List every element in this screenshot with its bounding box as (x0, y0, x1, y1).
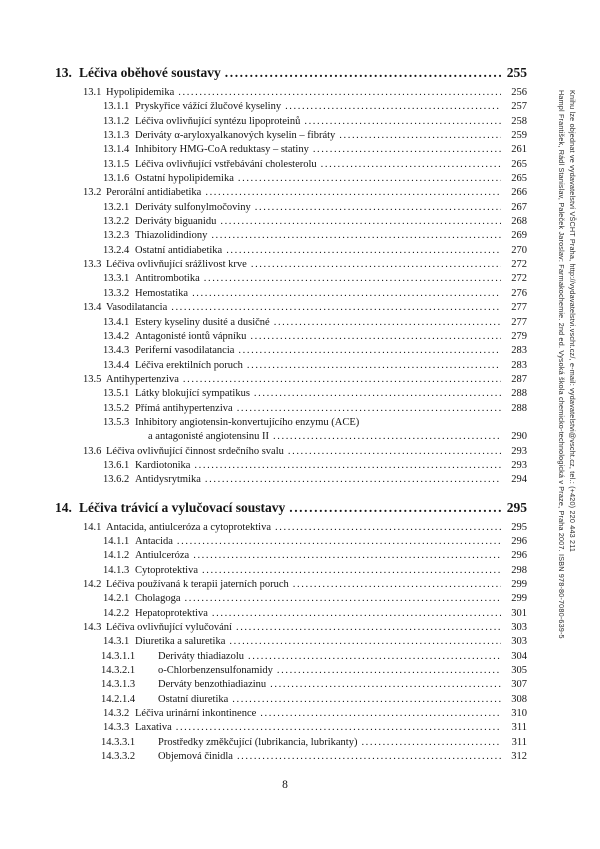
entry-number: 13.6 (83, 445, 102, 457)
toc-entry (55, 693, 527, 707)
toc-entry (55, 287, 527, 301)
dot-leader (205, 186, 501, 200)
dot-leader (255, 201, 501, 215)
entry-number: 14.3.3 (103, 722, 130, 734)
entry-number: 13.2.4 (103, 244, 130, 256)
toc-entry (55, 373, 527, 387)
entry-page: 272 (511, 259, 527, 271)
chapter-page: 255 (506, 65, 527, 80)
dot-leader (285, 100, 501, 114)
dot-leader (194, 459, 501, 473)
entry-title: Antacida (135, 535, 173, 547)
entry-title: Hemostatika (135, 287, 189, 299)
entry-title: Thiazolidindiony (135, 230, 208, 242)
entry-title: Deriváty sulfonylmočoviny (135, 201, 251, 213)
dot-leader (293, 578, 501, 592)
dot-leader (270, 678, 501, 692)
citation-line: Hampl František, Rádl Stanislav, Paleček Jaroslav: Farmakochemie. 2nd ed. Vysoká škola chemicko-technologická v Praze, Praha 2007. ISBN 978-80-7080-639-5 (557, 90, 566, 639)
entry-page: 258 (511, 115, 527, 127)
entry-title: Laxativa (135, 722, 172, 734)
dot-leader (260, 707, 501, 721)
toc-entry (55, 100, 527, 114)
entry-page: 308 (511, 693, 527, 705)
entry-title: Hepatoprotektiva (135, 607, 208, 619)
chapter-title: Léčiva trávicí a vylučovací soustavy (79, 499, 286, 515)
entry-title: Cytoprotektiva (135, 564, 198, 576)
entry-title: Léčiva ovlivňující srážlivost krve (106, 259, 247, 271)
entry-title: Antiulceróza (135, 550, 190, 562)
toc-entry (55, 86, 527, 100)
toc-entry (55, 244, 527, 258)
entry-page: 276 (511, 287, 527, 299)
entry-page: 270 (511, 244, 527, 256)
toc-entry (55, 316, 527, 330)
entry-page: 259 (511, 130, 527, 142)
toc-entry (55, 330, 527, 344)
entry-page: 269 (511, 230, 527, 242)
entry-number: 14.3.3.1 (101, 736, 136, 748)
entry-number: 14.2.1.4 (101, 693, 136, 705)
entry-page: 301 (511, 607, 527, 619)
entry-title: Přímá antihypertenziva (135, 402, 233, 414)
toc-entry (55, 158, 527, 172)
entry-title: Perorální antidiabetika (106, 187, 202, 199)
dot-leader (289, 499, 501, 516)
dot-leader (304, 115, 501, 129)
entry-number: 13.2.2 (103, 216, 130, 228)
dot-leader (339, 129, 501, 143)
entry-number: 14.2.2 (103, 607, 130, 619)
toc-entry (55, 650, 527, 664)
dot-leader (225, 64, 501, 81)
dot-leader (247, 359, 501, 373)
entry-number: 14.1.1 (103, 535, 130, 547)
entry-page: 257 (511, 101, 527, 113)
entry-title: Cholagoga (135, 593, 181, 605)
entry-title: Antitrombotika (135, 273, 200, 285)
toc-entry (55, 445, 527, 459)
toc-entry (55, 664, 527, 678)
dot-leader (250, 330, 501, 344)
dot-leader (277, 664, 501, 678)
toc-entry (55, 201, 527, 215)
entry-page: 283 (511, 359, 527, 371)
toc-entry (55, 258, 527, 272)
toc-entry (55, 707, 527, 721)
dot-leader (237, 402, 501, 416)
entry-title: Léčiva ovlivňující syntézu lipoproteinů (135, 115, 301, 127)
entry-page: 279 (511, 330, 527, 342)
entry-title: Deriváty biguanidu (135, 216, 217, 228)
entry-title: Antacida, antiulceróza a cytoprotektiva (106, 521, 272, 533)
entry-page: 296 (511, 550, 527, 562)
entry-title: Vasodilatancia (106, 302, 168, 314)
entry-number: 14.3.1.3 (101, 679, 136, 691)
dot-leader (229, 635, 501, 649)
entry-title: Ostatní hypolipidemika (135, 173, 234, 185)
citation-order-line: Knihu lze objednat ve vydavatelství VŠCHT Praha, http://vydavatelstvi.vscht.cz/, e-mail: vydavatelstvi@vscht.cz, tel.: (+420) 220 443 211 (568, 90, 577, 553)
entry-number: 13.2.1 (103, 201, 130, 213)
toc-entry (55, 143, 527, 157)
entry-page: 304 (511, 650, 527, 662)
entry-page: 265 (511, 173, 527, 185)
entry-page: 272 (511, 273, 527, 285)
entry-page: 296 (511, 535, 527, 547)
dot-leader (176, 721, 501, 735)
entry-number: 13.3.1 (103, 273, 130, 285)
dot-leader (313, 143, 501, 157)
entry-number: 13.6.2 (103, 474, 130, 486)
dot-leader (205, 473, 501, 487)
entry-number: 13.1.4 (103, 144, 130, 156)
dot-leader (192, 287, 501, 301)
dot-leader (171, 301, 501, 315)
entry-number: 13.5 (83, 373, 102, 385)
dot-leader (193, 549, 501, 563)
entry-title: Periferní vasodilatancia (135, 345, 235, 357)
entry-number: 14.3.2.1 (101, 665, 136, 677)
dot-leader (220, 215, 501, 229)
entry-title: o-Chlorbenzensulfonamidy (158, 665, 273, 677)
entry-title: Antagonisté iontů vápníku (135, 330, 247, 342)
chapter-page: 295 (506, 499, 527, 515)
entry-page: 261 (511, 144, 527, 156)
dot-leader (275, 521, 501, 535)
toc-entry (55, 621, 527, 635)
entry-number: 13.1.1 (103, 101, 130, 113)
entry-title: Deriváty α-aryloxyalkanových kyselin – fibráty (135, 130, 336, 142)
entry-number: 14.1.3 (103, 564, 130, 576)
dot-leader (321, 158, 501, 172)
entry-title: Kardiotonika (135, 459, 191, 471)
toc-entry (55, 521, 527, 535)
dot-leader (236, 621, 501, 635)
entry-number: 13.1.3 (103, 130, 130, 142)
dot-leader (202, 564, 501, 578)
entry-title: Deriváty thiadiazolu (158, 650, 245, 662)
entry-number: 13.4.1 (103, 316, 130, 328)
entry-number: 13.4 (83, 302, 102, 314)
entry-title: Antihypertenziva (106, 373, 179, 385)
entry-number: 14.1 (83, 521, 102, 533)
entry-page: 303 (511, 622, 527, 634)
dot-leader (211, 229, 501, 243)
chapter-title: Léčiva oběhové soustavy (79, 65, 221, 80)
entry-title: Derváty benzothiadiazinu (158, 679, 267, 691)
entry-page: 299 (511, 593, 527, 605)
table-of-contents (55, 64, 527, 764)
entry-number: 13.4.4 (103, 359, 130, 371)
toc-entry (55, 736, 527, 750)
entry-page: 267 (511, 201, 527, 213)
entry-number: 13.1.6 (103, 173, 130, 185)
dot-leader (232, 693, 501, 707)
entry-page: 294 (511, 474, 527, 486)
entry-title-continued: a antagonisté angiotensinu II (148, 431, 270, 443)
entry-page: 277 (511, 316, 527, 328)
entry-number: 13.5.3 (103, 416, 130, 428)
toc-entry (55, 229, 527, 243)
entry-page: 295 (511, 521, 527, 533)
entry-title: Ostatní diuretika (158, 693, 229, 705)
dot-leader (288, 445, 501, 459)
toc-entry (55, 272, 527, 286)
toc-entry (55, 578, 527, 592)
dot-leader (254, 387, 501, 401)
entry-number: 13.2.3 (103, 230, 130, 242)
entry-number: 14.3.1.1 (101, 650, 136, 662)
toc-entry (55, 750, 527, 764)
entry-page: 288 (511, 402, 527, 414)
toc-entry (55, 387, 527, 401)
entry-number: 13.5.1 (103, 388, 130, 400)
toc-entry (55, 459, 527, 473)
entry-number: 14.3.3.2 (101, 751, 136, 763)
entry-number: 13.6.1 (103, 459, 130, 471)
entry-number: 13.1.2 (103, 115, 130, 127)
entry-page: 303 (511, 636, 527, 648)
entry-number: 13.5.2 (103, 402, 130, 414)
dot-leader (212, 607, 501, 621)
entry-title: Objemová činidla (158, 751, 233, 763)
entry-page: 307 (511, 679, 527, 691)
entry-title: Léčiva urinární inkontinence (135, 708, 257, 720)
entry-page: 256 (511, 87, 527, 98)
entry-title: Prostředky změkčující (lubrikancia, lubrikanty) (158, 736, 358, 748)
chapter-heading (55, 499, 527, 516)
entry-title: Ostatní antidiabetika (135, 244, 223, 256)
entry-page: 311 (511, 736, 527, 748)
entry-number: 14.1.2 (103, 550, 130, 562)
entry-title: Léčiva ovlivňující činnost srdečního svalu (106, 445, 284, 457)
toc-entry (55, 215, 527, 229)
toc-entry (55, 473, 527, 487)
entry-number: 14.3.1 (103, 636, 130, 648)
chapter-number: 13. (55, 65, 72, 80)
toc-entry (55, 607, 527, 621)
toc-entry (55, 129, 527, 143)
entry-number: 13.4.3 (103, 345, 130, 357)
toc-entry (55, 678, 527, 692)
dot-leader (273, 430, 501, 444)
entry-page: 287 (511, 373, 527, 385)
chapter-number: 14. (55, 499, 72, 515)
toc-entry (55, 564, 527, 578)
entry-page: 293 (511, 445, 527, 457)
entry-number: 13.1.5 (103, 158, 130, 170)
toc-entry (55, 301, 527, 315)
chapter-heading (55, 64, 527, 81)
entry-number: 13.4.2 (103, 330, 130, 342)
toc-entry (55, 344, 527, 358)
entry-title: Látky blokující sympatikus (135, 388, 250, 400)
dot-leader (238, 344, 501, 358)
entry-page: 268 (511, 216, 527, 228)
toc-entry (55, 535, 527, 549)
entry-title: Inhibitory HMG-CoA reduktasy – statiny (135, 144, 309, 156)
entry-number: 13.3 (83, 259, 102, 271)
entry-title: Hypolipidemika (106, 87, 175, 98)
entry-number: 14.2.1 (103, 593, 130, 605)
dot-leader (251, 258, 501, 272)
entry-title: Léčiva používaná k terapii jaterních poruch (106, 579, 289, 590)
toc-entry (55, 416, 527, 430)
dot-leader (185, 592, 502, 606)
entry-page: 312 (511, 751, 527, 763)
entry-page: 298 (511, 564, 527, 576)
entry-page: 293 (511, 459, 527, 471)
entry-title: Léčiva ovlivňující vstřebávání cholesterolu (135, 158, 317, 170)
entry-title: Léčiva ovlivňující vylučování (106, 622, 232, 634)
entry-page: 311 (511, 722, 527, 734)
entry-page: 310 (511, 708, 527, 720)
entry-page: 305 (511, 665, 527, 677)
entry-number: 13.2 (83, 187, 102, 199)
entry-page: 288 (511, 388, 527, 400)
entry-number: 14.3 (83, 622, 102, 634)
entry-number: 14.3.2 (103, 708, 130, 720)
dot-leader (178, 86, 501, 100)
toc-entry (55, 592, 527, 606)
entry-title: Estery kyseliny dusité a dusičné (135, 316, 270, 328)
toc-entry (55, 402, 527, 416)
entry-page: 277 (511, 302, 527, 314)
entry-title: Pryskyřice vážící žlučové kyseliny (135, 101, 282, 113)
entry-page: 290 (511, 431, 527, 443)
sidebar-citation (556, 90, 578, 835)
entry-title: Antidysrytmika (135, 474, 201, 486)
entry-page: 283 (511, 345, 527, 357)
toc-entry (55, 721, 527, 735)
dot-leader (248, 650, 501, 664)
entry-page: 265 (511, 158, 527, 170)
dot-leader (177, 535, 501, 549)
entry-page: 299 (511, 579, 527, 590)
dot-leader (361, 736, 501, 750)
toc-entry-continuation (55, 430, 527, 444)
toc-entry (55, 635, 527, 649)
toc-entry (55, 359, 527, 373)
entry-number: 13.1 (83, 87, 102, 98)
dot-leader (226, 244, 501, 258)
dot-leader (237, 750, 501, 764)
toc-entry (55, 186, 527, 200)
entry-number: 14.2 (83, 579, 102, 590)
toc-entry (55, 172, 527, 186)
dot-leader (274, 316, 501, 330)
dot-leader (183, 373, 501, 387)
entry-number: 13.3.2 (103, 287, 130, 299)
page-number: 8 (282, 779, 288, 791)
entry-page: 266 (511, 187, 527, 199)
entry-title: Diuretika a saluretika (135, 636, 226, 648)
dot-leader (204, 272, 501, 286)
dot-leader (238, 172, 501, 186)
entry-title: Léčiva erektilních poruch (135, 359, 243, 371)
toc-entry (55, 115, 527, 129)
toc-entry (55, 549, 527, 563)
entry-title: Inhibitory angiotensin-konvertujícího enzymu (ACE) (135, 416, 360, 428)
